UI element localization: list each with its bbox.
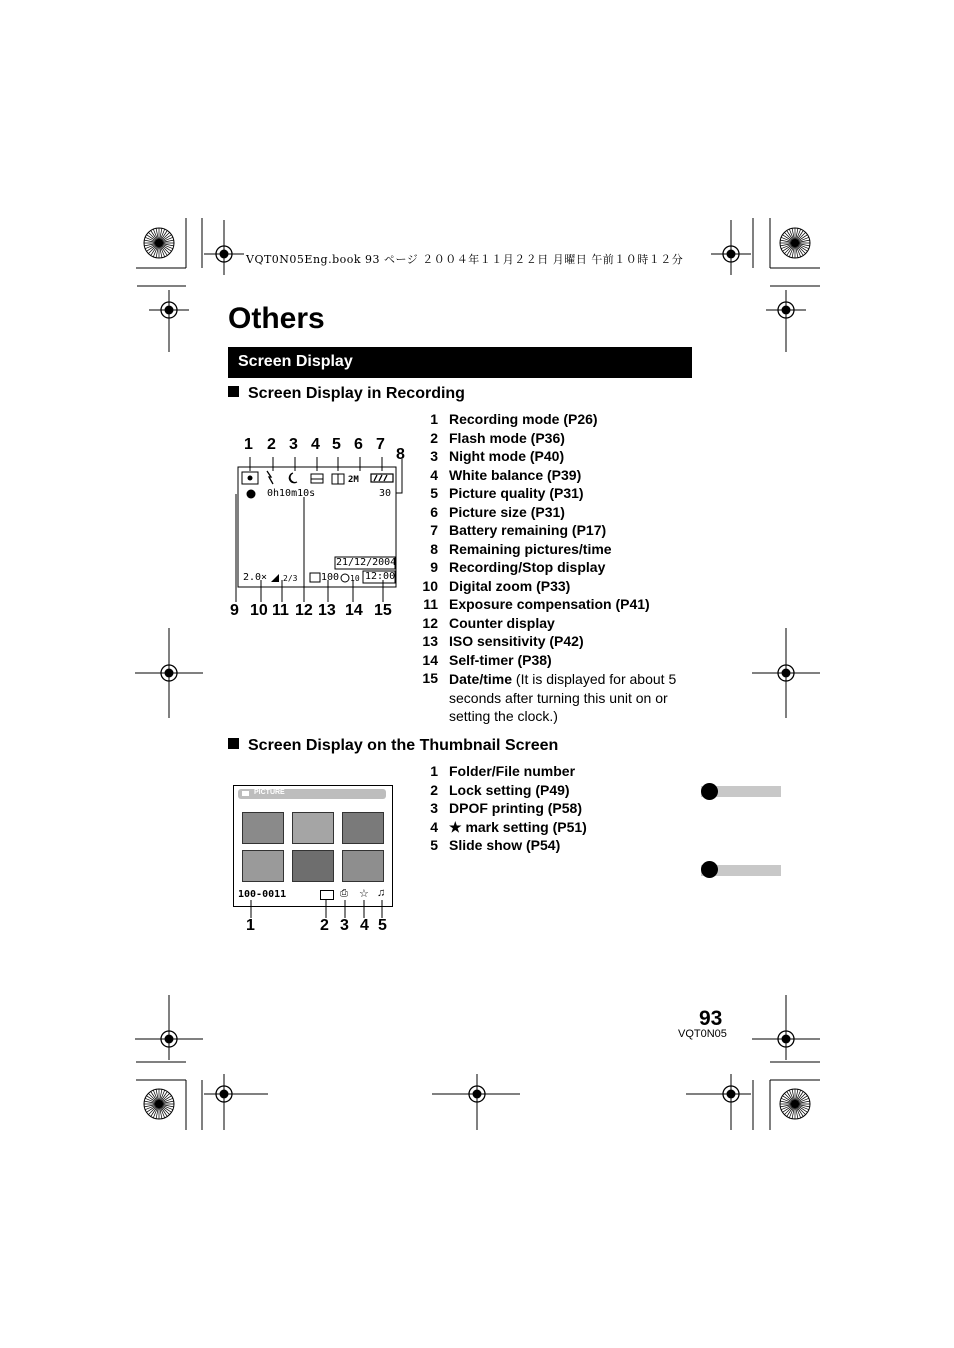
list-item: 11 Exposure compensation (P41) (423, 596, 650, 612)
callout-13: 13 (318, 602, 336, 619)
callout-6: 6 (354, 436, 363, 453)
callout-4: 4 (311, 436, 320, 453)
file-number: 100-0011 (238, 889, 287, 900)
callout-15: 15 (374, 602, 392, 619)
list-item: 2 Flash mode (P36) (430, 429, 565, 446)
list-item: 7 Battery remaining (P17) (430, 522, 607, 538)
square-bullet-icon (228, 386, 239, 397)
page-code: VQT0N05 (678, 1028, 727, 1040)
thumb-callout-5: 5 (378, 917, 387, 934)
file-header: VQT0N05Eng.book 93 ページ ２００４年１１月２２日 月曜日 午前１０時１２分 (246, 253, 684, 266)
thumbnail-heading: Screen Display on the Thumbnail Screen (228, 737, 558, 755)
camera-icon (242, 791, 249, 796)
lcd-time: 12:00 (365, 571, 396, 582)
list-item: 1 Recording mode (P26) (430, 411, 598, 427)
thumbnail-screen (233, 785, 393, 907)
thumbnail-list (422, 763, 692, 856)
list-item: 3 DPOF printing (P58) (430, 800, 582, 816)
thumbnail-image (242, 850, 284, 882)
list-item: 14 Self-timer (P38) (422, 651, 552, 668)
thumbnail-image (342, 850, 384, 882)
lcd-remaining: 30 (379, 488, 392, 499)
list-item: 15 Date/time (It is displayed for about 5 seconds after turning this unit on or setting the clock.) (422, 670, 677, 724)
star-icon: ☆ (359, 888, 369, 900)
print-icon: ⎙ (340, 888, 348, 899)
lcd-date: 21/12/2004 (336, 557, 397, 568)
index-tab-dot (701, 861, 718, 878)
section-bar-label: Screen Display (238, 353, 353, 370)
thumbnail-title-bar: PICTURE (238, 789, 386, 799)
thumb-callout-4: 4 (360, 917, 369, 934)
recording-heading: Screen Display in Recording (228, 385, 465, 403)
square-bullet-icon (228, 738, 239, 749)
index-tab-dot (701, 783, 718, 800)
list-item: 4 ★ mark setting (P51) (430, 818, 587, 835)
section-bar (228, 347, 692, 378)
list-item: 4 White balance (P39) (430, 466, 582, 483)
lcd-counter: 0h10m10s (267, 488, 316, 499)
thumbnail-image (242, 812, 284, 844)
thumbnail-image (292, 812, 334, 844)
music-note-icon: ♫ (377, 887, 386, 899)
list-item: 2 Lock setting (P49) (430, 781, 570, 798)
thumbnail-image (292, 850, 334, 882)
list-item: 3 Night mode (P40) (430, 448, 565, 464)
lcd-timer: 10 (350, 574, 360, 583)
callout-2: 2 (267, 436, 276, 453)
lcd-exposure: 2/3 (283, 574, 298, 583)
thumbnail-callout-lines (233, 900, 393, 922)
lcd-zoom: 2.0× (243, 572, 268, 583)
list-item: 13 ISO sensitivity (P42) (422, 633, 584, 649)
list-item: 6 Picture size (P31) (430, 503, 565, 520)
thumb-callout-1: 1 (246, 917, 255, 934)
callout-9: 9 (230, 602, 239, 619)
callout-7: 7 (376, 436, 385, 453)
picture-size-icon: 2M (348, 475, 359, 485)
recording-lcd-diagram (225, 430, 415, 630)
list-item: 9 Recording/Stop display (430, 559, 606, 575)
list-item: 8 Remaining pictures/time (430, 540, 612, 557)
recording-list (422, 411, 692, 726)
lcd-lines (225, 430, 415, 630)
callout-1: 1 (244, 436, 253, 453)
page-title: Others (228, 302, 325, 335)
thumb-callout-2: 2 (320, 917, 329, 934)
record-dot-icon (247, 490, 256, 499)
list-item: 1 Folder/File number (430, 763, 576, 779)
list-item: 5 Picture quality (P31) (430, 485, 584, 501)
thumbnail-image (342, 812, 384, 844)
callout-14: 14 (345, 602, 363, 619)
list-item: 12 Counter display (422, 614, 555, 631)
lock-icon (320, 890, 334, 900)
lcd-iso: 100 (321, 572, 340, 583)
callout-10: 10 (250, 602, 268, 619)
callout-3: 3 (289, 436, 298, 453)
list-item: 10 Digital zoom (P33) (422, 577, 571, 594)
page-number: 93 (699, 1007, 723, 1030)
callout-12: 12 (295, 602, 313, 619)
thumb-callout-3: 3 (340, 917, 349, 934)
list-item: 5 Slide show (P54) (430, 837, 561, 853)
callout-5: 5 (332, 436, 341, 453)
callout-11: 11 (272, 602, 289, 619)
callout-8: 8 (396, 446, 405, 463)
